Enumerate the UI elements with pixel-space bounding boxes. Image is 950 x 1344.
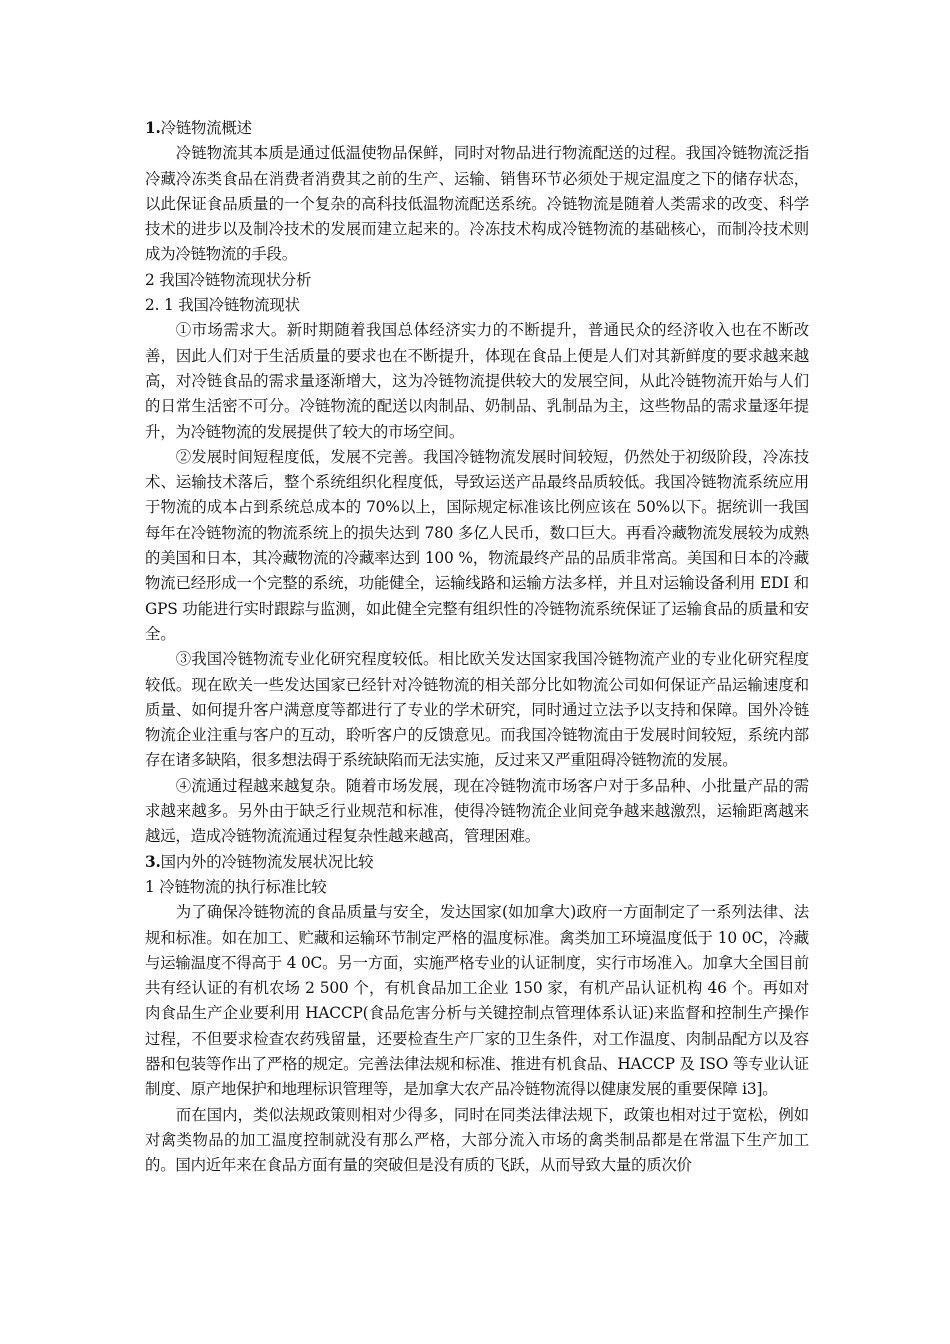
heading-text: 国内外的冷链物流发展状况比较: [160, 852, 374, 871]
paragraph-overview: 冷链物流其本质是通过低温使物品保鲜，同时对物品进行物流配送的过程。我国冷链物流泛指冷藏冷冻类食品在消费者消费其之前的生产、运输、销售环节必须处于规定温度之下的储存状态，以此保证食品质量的一个复杂的高科技低温物流配送系统。冷链物流是随着人类需求的改变、科学技术的进步以及制冷技术的发展而建立起来的。冷冻技术构成冷链物流的基础核心，而制冷技术则成为冷链物流的手段。: [145, 144, 809, 264]
section-heading-2: 2 我国冷链物流现状分析: [145, 270, 312, 289]
document-body: [145, 116, 809, 1178]
subsection-heading-2-1: 2. 1 我国冷链物流现状: [145, 296, 300, 315]
subsection-heading-3-1: 1 冷链物流的执行标准比较: [145, 877, 327, 896]
section-heading-1: [145, 116, 809, 141]
paragraph-circulation: ④流通过程越来越复杂。随着市场发展，现在冷链物流市场客户对于多品种、小批量产品的需求越来越多。另外由于缺乏行业规范和标准，使得冷链物流企业间竞争越来越激烈，运输距离越来越远，造成冷链物流流通过程复杂性越来越高，管理困难。: [145, 776, 809, 846]
paragraph-standards-domestic: 而在国内，类似法规政策则相对少得多，同时在同类法律法规下，政策也相对过于宽松，例如对禽类物品的加工温度控制就没有那么严格，大部分流入市场的禽类制品都是在常温下生产加工的。国内近年来在食品方面有量的突破但是没有质的飞跃，从而导致大量的质次价: [145, 1105, 809, 1175]
paragraph-development-time: ②发展时间短程度低，发展不完善。我国冷链物流发展时间较短，仍然处于初级阶段，冷冻技术、运输技术落后，整个系统组织化程度低，导致运送产品最终品质较低。我国冷链物流系统应用于物流的成本占到系统总成本的 70%以上，国际规定标准该比例应该在 50%以下。据统训一我国每年在冷链物流的物流系统上的损失达到 780 多亿人民币，数口巨大。再看冷藏物流发展较为成熟的美国和日本，其冷藏物流的冷藏率达到 100 %，物流最终产品的品质非常高。美国和日本的冷藏物流已经形成一个完整的系统，功能健全，运输线路和运输方法多样，并且对运输设备利用 EDI 和 GPS 功能进行实时跟踪与监测，如此健全完整有组织性的冷链物流系统保证了运输食品的质量和安全。: [145, 447, 809, 643]
heading-number: 1.: [145, 119, 161, 137]
section-heading-3: [145, 850, 809, 875]
paragraph-market-demand: ①市场需求大。新时期随着我国总体经济实力的不断提升，普通民众的经济收入也在不断改善，因此人们对于生活质量的要求也在不断提升，体现在食品上便是人们对其新鲜度的要求越来越高，对冷链食品的需求量逐渐增大，这为冷链物流提供较大的发展空间，从此冷链物流开始与人们的日常生活密不可分。冷链物流的配送以肉制品、奶制品、乳制品为主，这些物品的需求量逐年提升，为冷链物流的发展提供了较大的市场空间。: [145, 321, 809, 441]
paragraph-specialization: ③我国冷链物流专业化研究程度较低。相比欧关发达国家我国冷链物流产业的专业化研究程度较低。现在欧关一些发达国家已经针对冷链物流的相关部分比如物流公司如何保证产品运输速度和质量、如何提升客户满意度等都进行了专业的学术研究，同时通过立法予以支持和保障。国外冷链物流企业注重与客户的互动，聆听客户的反馈意见。而我国冷链物流由于发展时间较短，系统内部存在诸多缺陷，很多想法碍于系统缺陷而无法实施，反过来又严重阻碍冷链物流的发展。: [145, 650, 809, 770]
heading-text: 冷链物流概述: [160, 119, 252, 137]
heading-number: 3.: [145, 852, 161, 871]
paragraph-standards-abroad: 为了确保冷链物流的食品质量与安全，发达国家(如加拿大)政府一方面制定了一系列法律、法规和标准。如在加工、贮藏和运输环节制定严格的温度标准。禽类加工环境温度低于 10 0C，冷藏与运输温度不得高于 4 0C。另一方面，实施严格专业的认证制度，实行市场准入。加拿大全国目前共有经认证的有机农场 2 500 个，有机食品加工企业 150 家，有机产品认证机构 46 个。再如对肉食品生产企业要利用 HACCP(食品危害分析与关键控制点管理体系认证)来监督和控制生产操作过程，不但要求检查农药残留量，还要检查生产厂家的卫生条件，对工作温度、肉制品配方以及容器和包装等作出了严格的规定。完善法律法规和标准、推进有机食品、HACCP 及 ISO 等专业认证制度、原产地保护和地理标识管理等，是加拿大农产品冷链物流得以健康发展的重要保障 i3]。: [145, 903, 809, 1099]
